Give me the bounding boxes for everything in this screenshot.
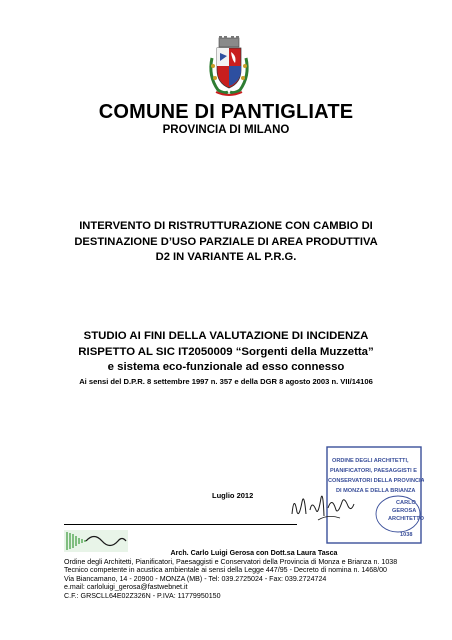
stamp-line: ORDINE DEGLI ARCHITETTI, bbox=[332, 458, 409, 464]
page-title: COMUNE DI PANTIGLIATE bbox=[98, 101, 354, 123]
footer-authors: Arch. Carlo Luigi Gerosa con Dott.sa Laura Tasca bbox=[170, 549, 338, 557]
stamp-line: PIANIFICATORI, PAESAGGISTI E bbox=[330, 468, 418, 474]
signature-icon bbox=[288, 484, 358, 524]
study-line: STUDIO AI FINI DELLA VALUTAZIONE DI INCIDENZA bbox=[83, 330, 369, 342]
study-legal-reference: Ai sensi del D.P.R. 8 settembre 1997 n. 357 e della DGR 8 agosto 2003 n. VII/14106 bbox=[79, 376, 373, 386]
intervention-line: DESTINAZIONE D’USO PARZIALE DI AREA PRODUTTIVA bbox=[74, 235, 378, 248]
stamp-line: CONSERVATORI DELLA PROVINCIA bbox=[328, 478, 424, 484]
intervention-heading bbox=[0, 219, 452, 266]
footer-line: C.F.: GRSCLL64E02Z326N - P.IVA: 11779950150 bbox=[64, 591, 221, 600]
page-subtitle: PROVINCIA DI MILANO bbox=[162, 124, 290, 136]
study-heading bbox=[0, 329, 452, 388]
footer-line: Tecnico competente in acustica ambientale ai sensi della Legge 447/95 - Decreto di nomina n. 1468/00 bbox=[64, 566, 387, 575]
stamp-name: ARCHITETTO bbox=[388, 516, 424, 522]
stamp-number: 1038 bbox=[400, 532, 413, 538]
footer-line: e.mail: carloluigi_gerosa@fastwebnet.it bbox=[64, 583, 188, 592]
footer-line: Via Biancamano, 14 - 20900 - MONZA (MB) - Tel: 039.2725024 - Fax: 039.2724724 bbox=[64, 574, 327, 583]
crest-icon bbox=[206, 36, 252, 98]
stamp-name: GEROSA bbox=[392, 508, 417, 514]
document-date: Luglio 2012 bbox=[212, 491, 254, 500]
intervention-line: D2 IN VARIANTE AL P.R.G. bbox=[155, 251, 297, 263]
stamp-line: DI MONZA E DELLA BRIANZA bbox=[336, 488, 416, 494]
footer-line: Ordine degli Architetti, Pianificatori, Paesaggisti e Conservatori della Provincia di Monza e Brianza n. 1038 bbox=[64, 557, 398, 566]
stamp-name: CARLO bbox=[396, 500, 416, 506]
footer-divider bbox=[64, 524, 297, 525]
study-line: RISPETTO AL SIC IT2050009 “Sorgenti della Muzzetta” bbox=[78, 345, 374, 358]
intervention-line: INTERVENTO DI RISTRUTTURAZIONE CON CAMBIO DI bbox=[79, 220, 373, 232]
footer bbox=[64, 549, 444, 601]
study-line: e sistema eco-funzionale ad esso connesso bbox=[107, 361, 345, 373]
